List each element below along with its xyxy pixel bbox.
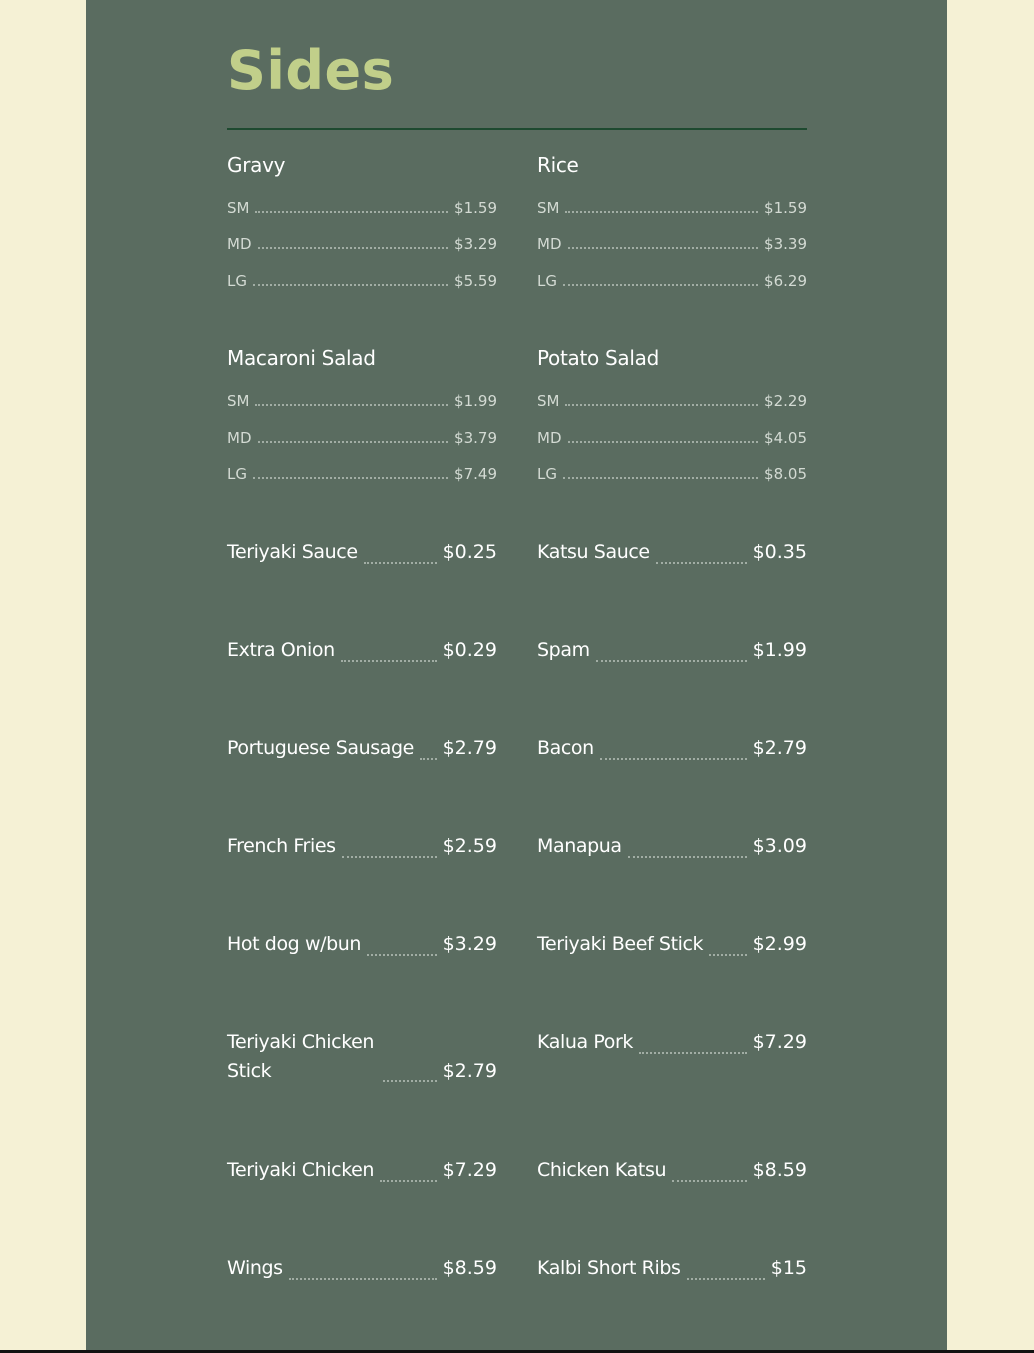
- menu-item-rice: [537, 153, 807, 290]
- dot-leader: [565, 404, 758, 406]
- menu-item-spam: [537, 636, 807, 665]
- size-row: [227, 201, 497, 216]
- item-name: Macaroni Salad: [227, 346, 376, 370]
- dot-leader: [289, 1278, 437, 1280]
- size-price: $6.29: [764, 272, 807, 290]
- item-price: $8.59: [442, 1257, 497, 1279]
- item-name: Extra Onion: [227, 639, 335, 661]
- item-price: $1.99: [752, 639, 807, 661]
- item-name: Katsu Sauce: [537, 541, 650, 563]
- item-name: Teriyaki Chicken: [227, 1159, 375, 1181]
- menu-item-macaroni-salad: [227, 346, 497, 483]
- size-price: $4.05: [764, 429, 807, 447]
- menu-item-wings: [227, 1254, 497, 1283]
- size-label: SM: [537, 199, 560, 217]
- dot-leader: [383, 1080, 437, 1082]
- item-name: Teriyaki Chicken Stick: [227, 1031, 375, 1082]
- item-name: Kalbi Short Ribs: [537, 1257, 681, 1279]
- item-name: Gravy: [227, 153, 286, 177]
- dot-leader: [628, 856, 747, 858]
- size-label: MD: [537, 235, 562, 253]
- item-name: Spam: [537, 639, 590, 661]
- dot-leader: [563, 477, 758, 479]
- size-price: $5.59: [454, 272, 497, 290]
- size-label: SM: [227, 392, 250, 410]
- size-label: LG: [537, 272, 557, 290]
- dot-leader: [563, 284, 758, 286]
- menu-item-bacon: [537, 734, 807, 763]
- size-row: [537, 394, 807, 409]
- dot-leader: [596, 660, 747, 662]
- menu-item-chicken-katsu: [537, 1156, 807, 1185]
- item-name: French Fries: [227, 835, 336, 857]
- dot-leader: [253, 477, 448, 479]
- size-row: [537, 201, 807, 216]
- menu-item-portuguese-sausage: [227, 734, 497, 763]
- size-label: LG: [227, 272, 247, 290]
- menu-item-gravy: [227, 153, 497, 290]
- size-price: $8.05: [764, 465, 807, 483]
- size-label: SM: [227, 199, 250, 217]
- size-label: MD: [537, 429, 562, 447]
- menu-item-teriyaki-beef-stick: [537, 930, 807, 959]
- item-price: $3.29: [442, 933, 497, 955]
- size-price: $3.39: [764, 235, 807, 253]
- item-price: $0.25: [442, 541, 497, 563]
- dot-leader: [364, 562, 437, 564]
- item-name: Bacon: [537, 737, 594, 759]
- dot-leader: [255, 404, 448, 406]
- size-row: [537, 237, 807, 252]
- menu-item-teriyaki-chicken: [227, 1156, 497, 1185]
- menu-item-manapua: [537, 832, 807, 861]
- dot-leader: [341, 660, 437, 662]
- menu-item-potato-salad: [537, 346, 807, 483]
- item-name: Manapua: [537, 835, 622, 857]
- item-price: $7.29: [442, 1159, 497, 1181]
- dot-leader: [380, 1180, 437, 1182]
- size-label: MD: [227, 429, 252, 447]
- item-price: $2.79: [752, 737, 807, 759]
- dot-leader: [565, 211, 758, 213]
- item-price: $2.79: [442, 737, 497, 759]
- dot-leader: [672, 1180, 747, 1182]
- menu-panel: [86, 0, 947, 1353]
- menu-item-extra-onion: [227, 636, 497, 665]
- dot-leader: [656, 562, 747, 564]
- item-name: Kalua Pork: [537, 1031, 633, 1053]
- item-name: Rice: [537, 153, 579, 177]
- item-price: $8.59: [752, 1159, 807, 1181]
- menu-item-teriyaki-chicken-stick: [227, 1028, 497, 1085]
- page-title: Sides: [227, 39, 395, 102]
- item-price: $0.35: [752, 541, 807, 563]
- menu-item-french-fries: [227, 832, 497, 861]
- size-price: $1.59: [454, 199, 497, 217]
- dot-leader: [255, 211, 448, 213]
- item-name: Chicken Katsu: [537, 1159, 667, 1181]
- size-label: LG: [537, 465, 557, 483]
- item-name: Wings: [227, 1257, 283, 1279]
- dot-leader: [568, 441, 759, 443]
- dot-leader: [342, 856, 437, 858]
- dot-leader: [600, 758, 747, 760]
- size-price: $1.59: [764, 199, 807, 217]
- dot-leader: [258, 247, 449, 249]
- dot-leader: [367, 954, 437, 956]
- item-price: $2.79: [442, 1059, 497, 1082]
- size-row: [227, 467, 497, 482]
- dot-leader: [639, 1052, 747, 1054]
- size-price: $2.29: [764, 392, 807, 410]
- dot-leader: [687, 1278, 765, 1280]
- item-name: Teriyaki Beef Stick: [537, 933, 704, 955]
- item-name: Potato Salad: [537, 346, 659, 370]
- item-name: Portuguese Sausage: [227, 737, 414, 759]
- item-price: $2.59: [442, 835, 497, 857]
- menu-item-kalbi-short-ribs: [537, 1254, 807, 1283]
- size-price: $7.49: [454, 465, 497, 483]
- size-row: [227, 394, 497, 409]
- dot-leader: [420, 758, 437, 760]
- item-price: $0.29: [442, 639, 497, 661]
- menu-item-teriyaki-sauce: [227, 538, 497, 567]
- size-label: LG: [227, 465, 247, 483]
- size-row: [537, 274, 807, 289]
- size-price: $3.79: [454, 429, 497, 447]
- size-price: $3.29: [454, 235, 497, 253]
- menu-item-hot-dog: [227, 930, 497, 959]
- size-row: [537, 431, 807, 446]
- item-price: $2.99: [752, 933, 807, 955]
- menu-item-kalua-pork: [537, 1028, 807, 1057]
- size-label: MD: [227, 235, 252, 253]
- title-divider: [227, 128, 807, 130]
- size-row: [227, 431, 497, 446]
- dot-leader: [253, 284, 448, 286]
- item-price: $3.09: [752, 835, 807, 857]
- menu-item-katsu-sauce: [537, 538, 807, 567]
- dot-leader: [709, 954, 746, 956]
- item-name: Teriyaki Sauce: [227, 541, 358, 563]
- size-price: $1.99: [454, 392, 497, 410]
- size-row: [227, 237, 497, 252]
- size-row: [227, 274, 497, 289]
- size-row: [537, 467, 807, 482]
- item-price: $7.29: [752, 1031, 807, 1053]
- item-price: $15: [770, 1257, 807, 1279]
- item-name: Hot dog w/bun: [227, 933, 362, 955]
- dot-leader: [258, 441, 449, 443]
- size-label: SM: [537, 392, 560, 410]
- dot-leader: [568, 247, 759, 249]
